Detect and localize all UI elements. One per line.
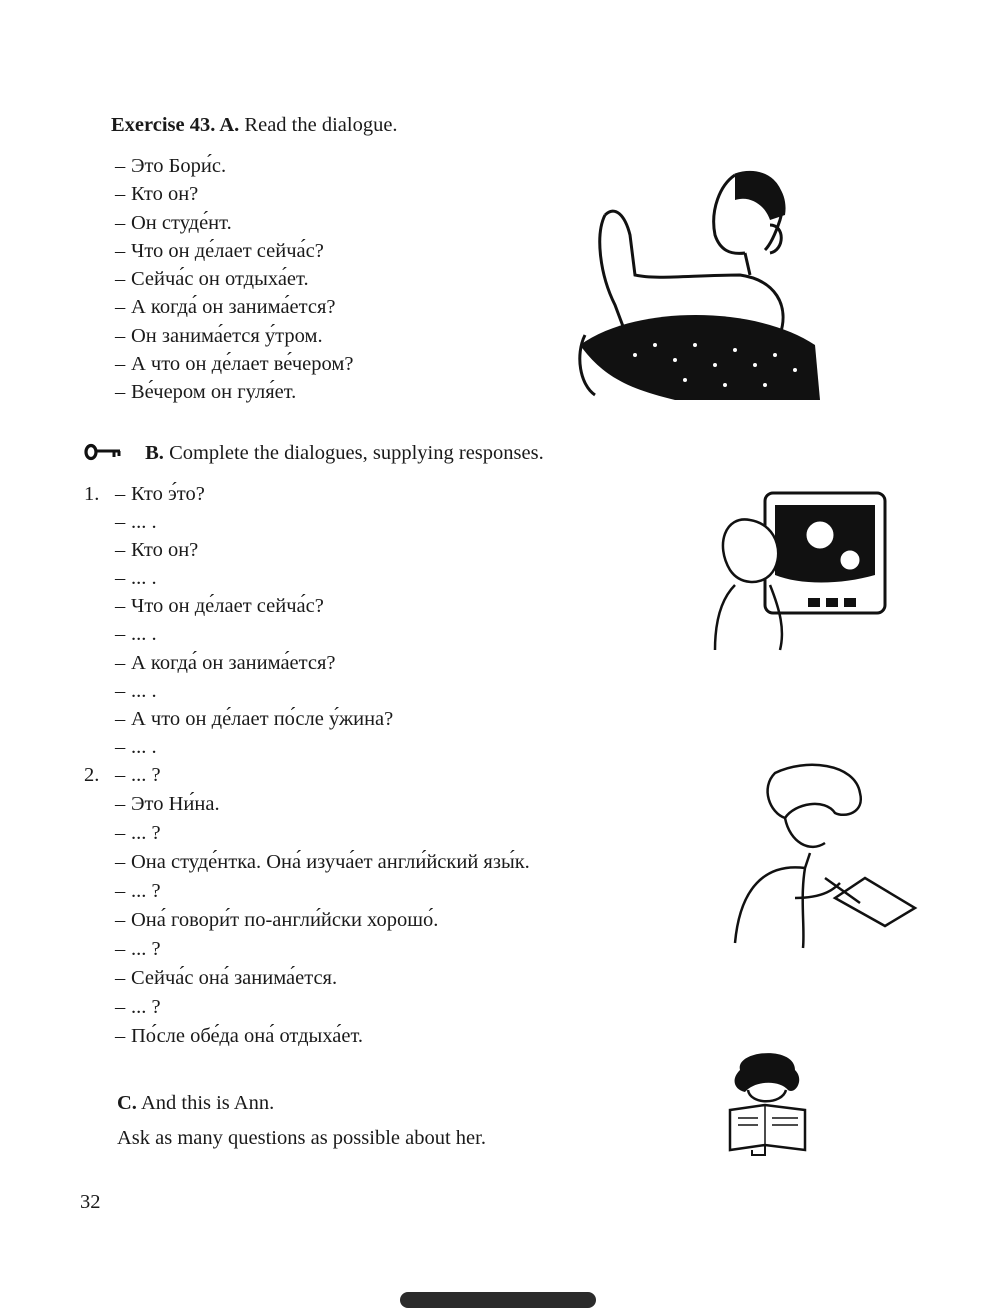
exercise-a-label: Exercise 43. A. bbox=[111, 114, 240, 136]
dash: – bbox=[115, 511, 126, 534]
dialogue-line-text: ... . bbox=[131, 735, 157, 758]
tv-watching-illustration bbox=[710, 490, 890, 655]
dialogue-line bbox=[115, 705, 393, 733]
dialogue-line-text: Кто э́то? bbox=[131, 483, 205, 505]
dash: – bbox=[115, 539, 126, 562]
dash: – bbox=[115, 324, 126, 347]
dash: – bbox=[115, 851, 126, 873]
dash: – bbox=[115, 296, 126, 319]
dash: – bbox=[115, 353, 126, 376]
dash: – bbox=[115, 679, 126, 702]
dialogue-1-number: 1. bbox=[84, 483, 100, 505]
dialogue-line-text: По́сле обе́да она́ отдыха́ет. bbox=[131, 1025, 364, 1047]
dash: – bbox=[115, 996, 126, 1018]
exercise-a-instruction: Read the dialogue. bbox=[244, 114, 398, 136]
dialogue-line-text: Она студе́нтка. Она́ изуча́ет англи́йский язы́к. bbox=[131, 851, 530, 873]
nina-writing-illustration bbox=[725, 758, 920, 953]
exercise-c-title bbox=[117, 1089, 274, 1117]
dialogue-line bbox=[115, 322, 353, 350]
dialogue-2 bbox=[84, 761, 530, 1051]
dash: – bbox=[115, 1025, 126, 1047]
dialogue-line-text: А что он де́лает ве́чером? bbox=[131, 353, 354, 376]
dash: – bbox=[115, 211, 126, 234]
dialogue-line-text: ... ? bbox=[131, 996, 161, 1018]
dialogue-line bbox=[115, 564, 393, 592]
dialogue-line-text: Это Бори́с. bbox=[131, 155, 227, 177]
dash: – bbox=[115, 764, 126, 786]
dash: – bbox=[115, 880, 126, 902]
dialogue-line-text: Что он де́лает сейча́с? bbox=[131, 239, 324, 262]
dialogue-line bbox=[115, 592, 393, 620]
dialogue-line-text: ... ? bbox=[131, 938, 161, 960]
dash: – bbox=[115, 155, 126, 177]
dialogue-line-text: Это Ни́на. bbox=[131, 793, 220, 815]
dialogue-line bbox=[115, 649, 393, 677]
dash: – bbox=[115, 909, 126, 931]
dash: – bbox=[115, 595, 126, 618]
exercise-c-heading: And this is Ann. bbox=[140, 1092, 275, 1114]
dialogue-line bbox=[115, 237, 353, 265]
dialogue-line-text: Кто он? bbox=[131, 539, 199, 562]
exercise-a-title bbox=[111, 111, 398, 139]
dash: – bbox=[115, 938, 126, 960]
dash: – bbox=[115, 793, 126, 815]
dialogue-line-text: Что он де́лает сейча́с? bbox=[131, 595, 324, 618]
dialogue-line-text: ... . bbox=[131, 679, 157, 702]
dash: – bbox=[115, 707, 126, 730]
dialogue-line bbox=[115, 790, 530, 819]
dialogue-line bbox=[115, 1022, 530, 1051]
dash: – bbox=[115, 183, 126, 206]
dialogue-line-text: А когда́ он занима́ется? bbox=[131, 296, 336, 319]
dash: – bbox=[115, 967, 126, 989]
boris-illustration bbox=[575, 165, 825, 401]
dialogue-line-text: ... ? bbox=[131, 764, 161, 786]
exercise-b-title bbox=[84, 439, 544, 467]
dialogue-line bbox=[115, 993, 530, 1022]
dialogue-line bbox=[115, 877, 530, 906]
dialogue-line-text: А что он де́лает по́сле у́жина? bbox=[131, 707, 394, 730]
dialogue-line bbox=[115, 935, 530, 964]
dialogue-line-text: ... ? bbox=[131, 822, 161, 844]
exercise-b-instruction: Complete the dialogues, supplying responses. bbox=[169, 442, 544, 464]
dialogue-line-text: Сейча́с она́ занима́ется. bbox=[131, 967, 338, 989]
dialogue-line-text: ... . bbox=[131, 623, 157, 646]
dash: – bbox=[115, 381, 126, 404]
ann-reading-illustration bbox=[720, 1050, 815, 1158]
dialogue-line bbox=[115, 378, 353, 406]
dialogue-line bbox=[115, 350, 353, 378]
dialogue-line bbox=[115, 180, 353, 208]
dialogue-line-text: А когда́ он занима́ется? bbox=[131, 651, 336, 674]
dialogue-2-number: 2. bbox=[84, 764, 100, 786]
dialogue-line bbox=[115, 819, 530, 848]
exercise-c-label: C. bbox=[117, 1092, 137, 1114]
dialogue-line bbox=[115, 209, 353, 237]
exercise-b-label: B. bbox=[145, 442, 164, 464]
dialogue-line bbox=[115, 620, 393, 648]
dialogue-line-text: Кто он? bbox=[131, 183, 199, 206]
dialogue-line-text: Сейча́с он отдыха́ет. bbox=[131, 268, 309, 291]
dialogue-line-text: ... ? bbox=[131, 880, 161, 902]
dialogue-line-text: Он студе́нт. bbox=[131, 211, 232, 234]
home-indicator[interactable] bbox=[400, 1292, 596, 1308]
dialogue-line bbox=[115, 508, 393, 536]
dash: – bbox=[115, 483, 126, 505]
page-number: 32 bbox=[80, 1191, 101, 1213]
dash: – bbox=[115, 651, 126, 674]
dash: – bbox=[115, 822, 126, 844]
dash: – bbox=[115, 735, 126, 758]
dialogue-line-text: Он занима́ется у́тром. bbox=[131, 324, 323, 347]
dialogue-line-text: Она́ говори́т по-англи́йски хорошо́. bbox=[131, 909, 439, 931]
dash: – bbox=[115, 239, 126, 262]
dialogue-1 bbox=[84, 480, 394, 761]
dialogue-line bbox=[115, 536, 393, 564]
dialogue-line bbox=[115, 152, 353, 180]
dialogue-line-text: Ве́чером он гуля́ет. bbox=[131, 381, 297, 404]
dialogue-line bbox=[115, 906, 530, 935]
dialogue-line bbox=[115, 964, 530, 993]
exercise-c-instruction: Ask as many questions as possible about her. bbox=[117, 1127, 486, 1149]
dialogue-line bbox=[115, 848, 530, 877]
key-icon bbox=[84, 443, 122, 461]
dialogue-line bbox=[115, 677, 393, 705]
dialogue-line-text: ... . bbox=[131, 511, 157, 534]
dialogue-line bbox=[115, 733, 393, 761]
dash: – bbox=[115, 268, 126, 291]
dialogue-a bbox=[115, 152, 353, 407]
dialogue-line bbox=[115, 480, 393, 508]
dialogue-line bbox=[115, 265, 353, 293]
dash: – bbox=[115, 623, 126, 646]
dialogue-line bbox=[115, 293, 353, 321]
dialogue-line-text: ... . bbox=[131, 567, 157, 590]
dialogue-line bbox=[115, 761, 530, 790]
dash: – bbox=[115, 567, 126, 590]
